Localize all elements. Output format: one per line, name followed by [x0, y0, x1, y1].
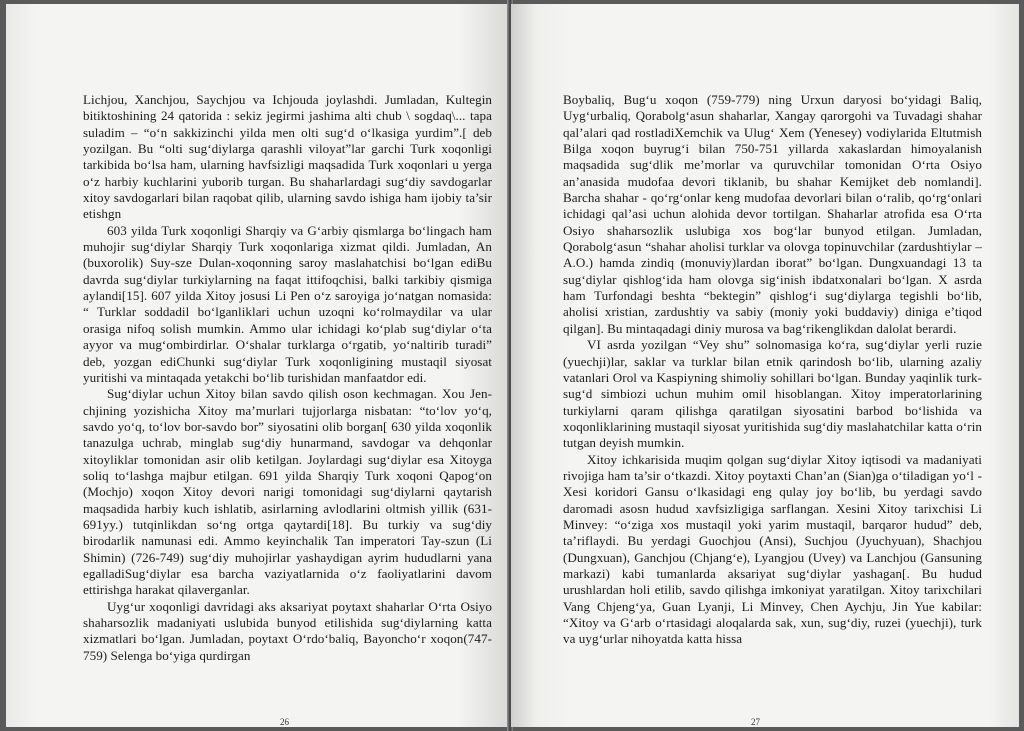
right-page-number: 27: [751, 717, 760, 727]
right-page-text: [563, 92, 982, 648]
left-paragraph-1: Lichjou, Xanchjou, Saychjou va Ichjouda joylashdi. Jumladan, Kultegin bitiktoshining 24 qatorida : sekiz jegirmi jashima alti chub \ sogdaq\... tapa suladim – “o‘n sakkizinchi yilda men olti sug‘d o‘lkasiga yurdim”.[ deb yozilgan. Bu “olti sug‘diylarga qarashli viloyat”lar garchi Turk xoqonligi tarkibida bo‘lsa ham, ularning havfsizligi maqsadida Turk xoqonlari u yerga o‘z harbiy kuchlarini yuborib turgan. Bu shaharlardagi sug‘diy savdogarlar xitoy savdogarlari bilan raqobat qilib, ularning savdo ishiga ham ijobiy ta’sir etishgn: [83, 92, 492, 222]
left-paragraph-3: Sug‘diylar uchun Xitoy bilan savdo qilish oson kechmagan. Xou Jen-chjining yozishicha Xitoy ma’murlari tujjorlarga nisbatan: “to‘lov yo‘q, savdo yo‘q, to‘lov bor-savdo bor” siyosatini olib borgan[ 630 yilda xoqonlik tanazulga uchrab, minglab sug‘diy hunarmand, savdogar va dehqonlar xitoyliklar tomonidan asir olib ketilgan. Joylardagi sug‘diylar esa Xitoyga soliq to‘lashga majbur etilgan. 691 yilda Sharqiy Turk xoqoni Qapog‘on (Mochjo) xoqon Xitoy devori narigi tomonidagi sug‘diylarni qaytarish maqsadida harbiy kuch ishlatib, asirlarning avlodlarini oltmish yillik (631-691yy.) tutqinlikdan so‘ng ortga qaytardi[18]. Bu turkiy va sug‘diy birodarlik namunasi edi. Ammo keyinchalik Tan imperatori Tay-szun (Li Shimin) (726-749) sug‘diy muhojirlar yashaydigan ayrim hududlarni yana egalladiSug‘diylar esa barcha vaziyatlarnida o‘z faoliyatlarini davom ettirishga harakat qilaverganlar.: [83, 386, 492, 598]
left-page-text: [83, 92, 492, 664]
left-paragraph-2: 603 yilda Turk xoqonligi Sharqiy va G‘arbiy qismlarga bo‘lingach ham muhojir sug‘diylar Sharqiy Turk xoqonlariga xizmat qildi. Jumladan, An (buxorolik) Suy-sze Dulan-xoqonning saroy maslahatchisi bo‘lgan ediBu davrda sug‘diylar turkiylarning na faqat ittifoqchisi, balki tarkibiy qismiga aylandi[15]. 607 yilda Xitoy josusi Li Pen o‘z saroyiga jo‘natgan nomasida: “ Turklar soddadil bo‘lganliklari uchun uzoqni ko‘rolmaydilar va ular orasiga nifoq solish mumkin. Ammo ular ichidagi ko‘plab sug‘diylar o‘ta ayyor va mug‘ombirdirlar. O‘shalar turklarga o‘rgatib, yo‘naltirib turadi” deb, yozgan ediChunki sug‘diylar Turk xoqonligining mustaqil siyosat yuritishi va mintaqada yetakchi bo‘lib turishidan manfaatdor edi.: [83, 222, 492, 385]
right-paragraph-2: VI asrda yozilgan “Vey shu” solnomasiga ko‘ra, sug‘diylar yerli ruzie (yuechji)lar, saklar va turklar bilan etnik qarindosh bo‘lib, ularning azaliy vatanlari Orol va Kaspiyning shimoliy sohillari bo‘lgan. Bunday yaqinlik turk-sug‘d simbiozi uchun muhim omil hisoblangan. Xitoy imperatorlarining turkiylarni qaram qilishga qaratilgan siyosatini barbod bo‘lishida va xoqonliklarining mustaqil siyosat yuritishida sug‘diy maslahatchilar katta o‘rin tutgan deyish mumkin.: [563, 337, 982, 451]
right-paragraph-1: Boybaliq, Bug‘u xoqon (759-779) ning Urxun daryosi bo‘yidagi Baliq, Uyg‘urbaliq, Qorabolg‘asun shaharlar, Xangay qarorgohi va Tuvadagi shahar qal’alari qad rostladiXemchik va Ulug‘ Xem (Yenesey) vodiylarida Eltutmish Bilga xoqon buyrug‘i bilan 750-751 yillarda xakaslardan himoyalanish maqsadida sug‘dlik me’morlar va quruvchilar tomonidan O‘rta Osiyo an’anasida mudofaa devori tiklanib, bu shahar Kemijket deb nomlandi]. Barcha shahar - qo‘rg‘onlar keng mudofaa devorlari bilan o‘ralib, qo‘rg‘onlari ichidagi qal’asi uchun alohida devor tortilgan. Shaharlar atrofida esa O‘rta Osiyo shaharsozlik uslubiga xos bog‘lar bunyod etilgan. Jumladan, Qorabolg‘asun “shahar aholisi turklar va olovga topinuvchilar (zardushtiylar – A.O.) hamda zindiq (monuviy)lardan iborat” bo‘lgan. Dungxuandagi 13 ta sug‘diylar qishlog‘ida ham olovga sig‘inish ibdatxonalari bo‘lgan. X asrda ham Turfondagi beshta “bektegin” qishlog‘i sug‘diylarga tegishli bo‘lib, aholisi xristian, zardushtiy va sabiy (moniy yoki buddaviy) diniga e’tiqod qilgan]. Bu mintaqadagi diniy murosa va bag‘rikenglikdan dalolat berardi.: [563, 92, 982, 336]
left-paragraph-4: Uyg‘ur xoqonligi davridagi aks aksariyat poytaxt shaharlar O‘rta Osiyo shaharsozlik madaniyati uslubida bunyod etilishida sug‘diylarning katta xizmatlari bo‘lgan. Jumladan, poytaxt O‘rdo‘baliq, Bayoncho‘r xoqon(747-759) Selenga bo‘yiga qurdirgan: [83, 598, 492, 663]
left-page: [6, 4, 509, 727]
right-paragraph-3: Xitoy ichkarisida muqim qolgan sug‘diylar Xitoy iqtisodi va madaniyati rivojiga ham ta’sir o‘tkazdi. Xitoy poytaxti Chan’an (Sian)ga o‘tiladigan yo‘l - Xesi koridori Gansu o‘lkasidagi eng qulay joy bo‘lib, bu yerdagi savdo daromadi asosn hudud xavfsizligiga sarflangan. Xesini Xitoy tarixchisi Li Minvey: “o‘ziga xos mustaqil yoki yarim mustaqil, barqaror hudud” deb, ta’riflaydi. Bu yerdagi Guochjou (Ansi), Suchjou (Jyuchyuan), Shachjou (Dungxuan), Ganchjou (Chjang‘e), Lyangjou (Uvey) va Lanchjou (Gansuning markazi) kabi tumanlarda aksariyat sug‘diylar yashagan[. Bu hudud urushlardan holi etilib, savdo qilishga imkoniyat yaratilgan. Xitoy tarixchilari Vang Chjeng‘ya, Guan Lyanji, Li Minvey, Chen Aychju, Jin Yue kabilar: “Xitoy va G‘arb o‘rtasidagi aloqalarda sak, xun, sug‘diy, ruzei (yuechji), turk va uyg‘urlar nihoyatda katta hissa: [563, 451, 982, 647]
left-page-number: 26: [280, 717, 289, 727]
right-page: [511, 4, 1019, 727]
